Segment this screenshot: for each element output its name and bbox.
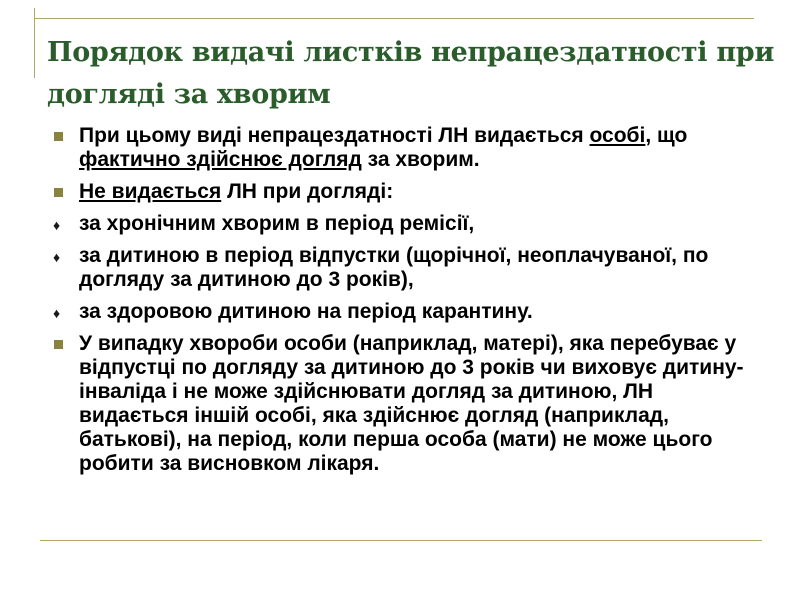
list-item [46,332,751,476]
underlined-text: фактично здійснює догляд [79,148,362,171]
frame-bottom-line [40,540,762,541]
list-item [46,180,751,204]
list-item [46,300,751,324]
item-text: за хронічним хворим в період ремісії, [79,212,475,235]
item-text [79,124,687,171]
underlined-text: особі [589,124,646,147]
item-text: за здоровою дитиною на період карантину. [79,300,533,323]
item-text: за дитиною в період відпустки (щорічної, неоплачуваної, по догляду за дитиною до 3 років), [79,244,709,291]
square-bullet-icon [54,188,63,197]
square-bullet-icon [54,340,63,349]
diamond-bullet-icon: ♦ [53,249,61,265]
text-fragment: ЛН при догляді: [221,180,394,203]
item-text [79,180,393,203]
diamond-bullet-icon: ♦ [53,217,61,233]
slide-content-list [46,124,751,484]
item-text: У випадку хвороби особи (наприклад, матері), яка перебуває у відпустці по догляду за дитиною до 3 років чи виховує дитину-інваліда і не може здійснювати догляд за дитиною, ЛН видається іншій особі, яка здійснює догляд (наприклад, батькові), на період, коли перша особа (мати) не може цього робити за висновком лікаря. [79,332,744,475]
list-item [46,244,751,292]
list-item [46,124,751,172]
text-fragment: , що [645,124,688,147]
list-item [46,212,751,236]
diamond-bullet-icon: ♦ [53,305,61,321]
underlined-text: Не видається [79,180,222,203]
frame-top-line [34,18,754,19]
text-fragment: за хворим. [361,148,480,171]
square-bullet-icon [54,132,63,141]
text-fragment: При цьому виді непрацездатності ЛН видається [79,124,590,147]
slide-title: Порядок видачі листків непрацездатності при догляді за хворим [47,37,775,110]
